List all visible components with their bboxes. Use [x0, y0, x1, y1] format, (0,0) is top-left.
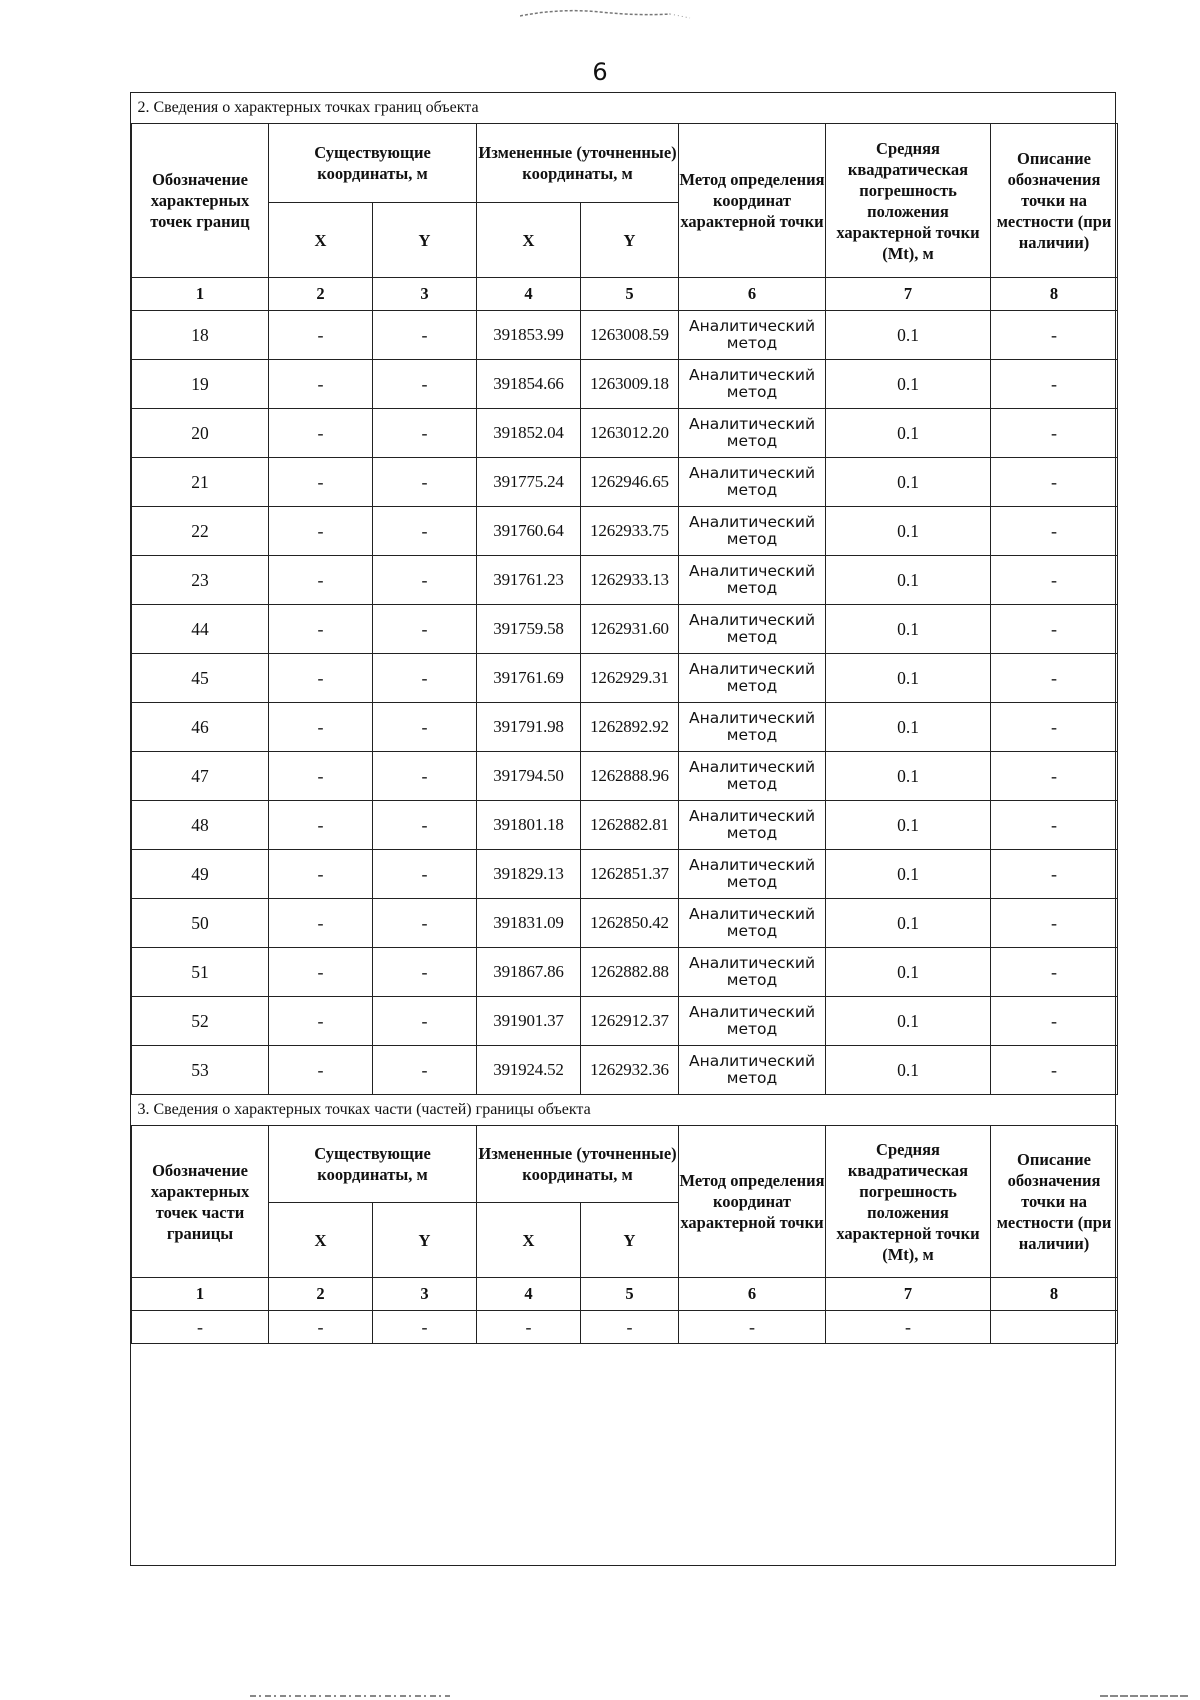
changed-x-cell: 391829.13 — [477, 850, 581, 899]
changed-y-cell: 1262933.75 — [581, 507, 679, 556]
existing-x-cell: - — [269, 850, 373, 899]
description-cell: - — [991, 654, 1118, 703]
changed-y-cell: 1262882.88 — [581, 948, 679, 997]
existing-x-cell: - — [269, 948, 373, 997]
method-cell: Аналитический метод — [679, 409, 826, 458]
changed-y-cell: 1262892.92 — [581, 703, 679, 752]
header-changed-coords: Измененные (уточненные) координаты, м — [477, 124, 679, 203]
existing-y-cell: - — [373, 409, 477, 458]
header-changed-x: X — [477, 203, 581, 278]
existing-y-cell: - — [373, 850, 477, 899]
header-description: Описание обозначения точки на местности (при наличии) — [991, 1126, 1118, 1278]
part-point-cell: - — [132, 1311, 269, 1344]
changed-x-cell: 391852.04 — [477, 409, 581, 458]
changed-y-cell: 1262931.60 — [581, 605, 679, 654]
existing-y-cell: - — [373, 752, 477, 801]
existing-y-cell: - — [373, 605, 477, 654]
method-cell: Аналитический метод — [679, 654, 826, 703]
description-cell: - — [991, 360, 1118, 409]
point-cell: 47 — [132, 752, 269, 801]
description-cell: - — [991, 507, 1118, 556]
existing-x-cell: - — [269, 654, 373, 703]
table-row — [132, 605, 1118, 654]
header-existing-x: X — [269, 1203, 373, 1278]
changed-x-cell: 391854.66 — [477, 360, 581, 409]
header-existing-x: X — [269, 203, 373, 278]
changed-y-cell: 1262851.37 — [581, 850, 679, 899]
description-cell: - — [991, 703, 1118, 752]
description-cell: - — [991, 311, 1118, 360]
header-changed-y: Y — [581, 1203, 679, 1278]
point-cell: 19 — [132, 360, 269, 409]
page-number: 6 — [592, 58, 608, 86]
existing-y-cell: - — [373, 801, 477, 850]
point-cell: 22 — [132, 507, 269, 556]
method-cell: Аналитический метод — [679, 507, 826, 556]
existing-x-cell: - — [269, 752, 373, 801]
description-cell — [991, 1311, 1118, 1344]
header-existing-coords: Существующие координаты, м — [269, 124, 477, 203]
changed-x-cell: 391791.98 — [477, 703, 581, 752]
error-cell: 0.1 — [826, 507, 991, 556]
header-method: Метод определения координат характерной точки — [679, 124, 826, 278]
scan-artifact-bottom-right — [1100, 1692, 1190, 1698]
description-cell: - — [991, 997, 1118, 1046]
table-row — [132, 1046, 1118, 1095]
method-cell: Аналитический метод — [679, 556, 826, 605]
error-cell: 0.1 — [826, 703, 991, 752]
table-row — [132, 311, 1118, 360]
description-cell: - — [991, 752, 1118, 801]
section2-title: 2. Сведения о характерных точках границ объекта — [132, 93, 1118, 124]
changed-x-cell: 391801.18 — [477, 801, 581, 850]
column-number: 4 — [477, 278, 581, 311]
table-row — [132, 948, 1118, 997]
changed-x-cell: 391761.23 — [477, 556, 581, 605]
error-cell: 0.1 — [826, 409, 991, 458]
existing-x-cell: - — [269, 703, 373, 752]
column-number: 7 — [826, 1278, 991, 1311]
error-cell: 0.1 — [826, 899, 991, 948]
method-cell: - — [679, 1311, 826, 1344]
point-cell: 53 — [132, 1046, 269, 1095]
error-cell: 0.1 — [826, 948, 991, 997]
method-cell: Аналитический метод — [679, 801, 826, 850]
header-method: Метод определения координат характерной точки — [679, 1126, 826, 1278]
point-cell: 45 — [132, 654, 269, 703]
table-row — [132, 458, 1118, 507]
column-number: 1 — [132, 278, 269, 311]
column-number: 3 — [373, 1278, 477, 1311]
point-cell: 20 — [132, 409, 269, 458]
changed-x-cell: 391794.50 — [477, 752, 581, 801]
table-row — [132, 850, 1118, 899]
changed-x-cell: 391775.24 — [477, 458, 581, 507]
existing-y-cell: - — [373, 1311, 477, 1344]
existing-y-cell: - — [373, 458, 477, 507]
method-cell: Аналитический метод — [679, 850, 826, 899]
changed-x-cell: 391759.58 — [477, 605, 581, 654]
error-cell: 0.1 — [826, 311, 991, 360]
changed-x-cell: - — [477, 1311, 581, 1344]
table-row — [132, 409, 1118, 458]
column-number: 7 — [826, 278, 991, 311]
changed-x-cell: 391831.09 — [477, 899, 581, 948]
description-cell: - — [991, 458, 1118, 507]
column-number: 8 — [991, 1278, 1118, 1311]
error-cell: 0.1 — [826, 997, 991, 1046]
existing-x-cell: - — [269, 556, 373, 605]
document-form — [130, 92, 1116, 1566]
section3-title: 3. Сведения о характерных точках части (частей) границы объекта — [132, 1095, 1118, 1126]
existing-x-cell: - — [269, 801, 373, 850]
error-cell: 0.1 — [826, 850, 991, 899]
header-existing-y: Y — [373, 203, 477, 278]
point-cell: 46 — [132, 703, 269, 752]
column-number: 1 — [132, 1278, 269, 1311]
table-row — [132, 703, 1118, 752]
method-cell: Аналитический метод — [679, 458, 826, 507]
column-number: 6 — [679, 1278, 826, 1311]
changed-x-cell: 391853.99 — [477, 311, 581, 360]
existing-x-cell: - — [269, 409, 373, 458]
section3-table — [131, 1095, 1118, 1344]
description-cell: - — [991, 948, 1118, 997]
changed-y-cell: 1262933.13 — [581, 556, 679, 605]
table-row — [132, 507, 1118, 556]
description-cell: - — [991, 605, 1118, 654]
description-cell: - — [991, 801, 1118, 850]
existing-y-cell: - — [373, 654, 477, 703]
point-cell: 18 — [132, 311, 269, 360]
method-cell: Аналитический метод — [679, 899, 826, 948]
header-error: Средняя квадратическая погрешность положения характерной точки (Mt), м — [826, 1126, 991, 1278]
column-number: 3 — [373, 278, 477, 311]
point-cell: 49 — [132, 850, 269, 899]
method-cell: Аналитический метод — [679, 752, 826, 801]
changed-x-cell: 391924.52 — [477, 1046, 581, 1095]
description-cell: - — [991, 556, 1118, 605]
existing-x-cell: - — [269, 1311, 373, 1344]
error-cell: 0.1 — [826, 1046, 991, 1095]
changed-x-cell: 391867.86 — [477, 948, 581, 997]
error-cell: 0.1 — [826, 654, 991, 703]
header-changed-x: X — [477, 1203, 581, 1278]
existing-y-cell: - — [373, 360, 477, 409]
error-cell: 0.1 — [826, 458, 991, 507]
header-changed-coords: Измененные (уточненные) координаты, м — [477, 1126, 679, 1203]
table-row — [132, 1311, 1118, 1344]
point-cell: 21 — [132, 458, 269, 507]
error-cell: 0.1 — [826, 360, 991, 409]
changed-y-cell: 1263008.59 — [581, 311, 679, 360]
blank-area — [131, 1344, 1115, 1564]
error-cell: 0.1 — [826, 801, 991, 850]
existing-x-cell: - — [269, 507, 373, 556]
column-number: 2 — [269, 1278, 373, 1311]
header-designation-part: Обозначение характерных точек части границы — [132, 1126, 269, 1278]
existing-x-cell: - — [269, 458, 373, 507]
error-cell: 0.1 — [826, 556, 991, 605]
section2-table — [131, 93, 1118, 1095]
header-changed-y: Y — [581, 203, 679, 278]
changed-y-cell: 1262912.37 — [581, 997, 679, 1046]
method-cell: Аналитический метод — [679, 605, 826, 654]
changed-y-cell: 1263012.20 — [581, 409, 679, 458]
existing-x-cell: - — [269, 899, 373, 948]
changed-y-cell: 1262946.65 — [581, 458, 679, 507]
table-row — [132, 801, 1118, 850]
existing-y-cell: - — [373, 899, 477, 948]
changed-y-cell: 1263009.18 — [581, 360, 679, 409]
column-number: 8 — [991, 278, 1118, 311]
changed-y-cell: 1262932.36 — [581, 1046, 679, 1095]
point-cell: 52 — [132, 997, 269, 1046]
method-cell: Аналитический метод — [679, 360, 826, 409]
table-row — [132, 997, 1118, 1046]
column-number: 6 — [679, 278, 826, 311]
changed-y-cell: 1262929.31 — [581, 654, 679, 703]
method-cell: Аналитический метод — [679, 1046, 826, 1095]
method-cell: Аналитический метод — [679, 703, 826, 752]
changed-x-cell: 391760.64 — [477, 507, 581, 556]
description-cell: - — [991, 850, 1118, 899]
header-existing-y: Y — [373, 1203, 477, 1278]
error-cell: - — [826, 1311, 991, 1344]
existing-x-cell: - — [269, 1046, 373, 1095]
changed-y-cell: - — [581, 1311, 679, 1344]
existing-x-cell: - — [269, 605, 373, 654]
description-cell: - — [991, 899, 1118, 948]
existing-y-cell: - — [373, 1046, 477, 1095]
method-cell: Аналитический метод — [679, 948, 826, 997]
column-number: 2 — [269, 278, 373, 311]
column-number: 5 — [581, 278, 679, 311]
existing-y-cell: - — [373, 556, 477, 605]
point-cell: 48 — [132, 801, 269, 850]
point-cell: 23 — [132, 556, 269, 605]
method-cell: Аналитический метод — [679, 311, 826, 360]
method-cell: Аналитический метод — [679, 997, 826, 1046]
header-existing-coords: Существующие координаты, м — [269, 1126, 477, 1203]
point-cell: 50 — [132, 899, 269, 948]
header-error: Средняя квадратическая погрешность положения характерной точки (Mt), м — [826, 124, 991, 278]
description-cell: - — [991, 409, 1118, 458]
column-number: 4 — [477, 1278, 581, 1311]
error-cell: 0.1 — [826, 752, 991, 801]
changed-y-cell: 1262888.96 — [581, 752, 679, 801]
table-row — [132, 360, 1118, 409]
existing-y-cell: - — [373, 997, 477, 1046]
changed-y-cell: 1262850.42 — [581, 899, 679, 948]
existing-y-cell: - — [373, 703, 477, 752]
description-cell: - — [991, 1046, 1118, 1095]
existing-x-cell: - — [269, 360, 373, 409]
point-cell: 51 — [132, 948, 269, 997]
table-row — [132, 556, 1118, 605]
error-cell: 0.1 — [826, 605, 991, 654]
existing-y-cell: - — [373, 948, 477, 997]
scan-artifact-bottom — [250, 1692, 450, 1698]
existing-x-cell: - — [269, 997, 373, 1046]
changed-y-cell: 1262882.81 — [581, 801, 679, 850]
header-description: Описание обозначения точки на местности (при наличии) — [991, 124, 1118, 278]
changed-x-cell: 391761.69 — [477, 654, 581, 703]
table-row — [132, 899, 1118, 948]
existing-y-cell: - — [373, 507, 477, 556]
existing-x-cell: - — [269, 311, 373, 360]
scan-artifact-top — [520, 6, 710, 20]
table-row — [132, 654, 1118, 703]
header-designation: Обозначение характерных точек границ — [132, 124, 269, 278]
existing-y-cell: - — [373, 311, 477, 360]
changed-x-cell: 391901.37 — [477, 997, 581, 1046]
column-number: 5 — [581, 1278, 679, 1311]
table-row — [132, 752, 1118, 801]
point-cell: 44 — [132, 605, 269, 654]
